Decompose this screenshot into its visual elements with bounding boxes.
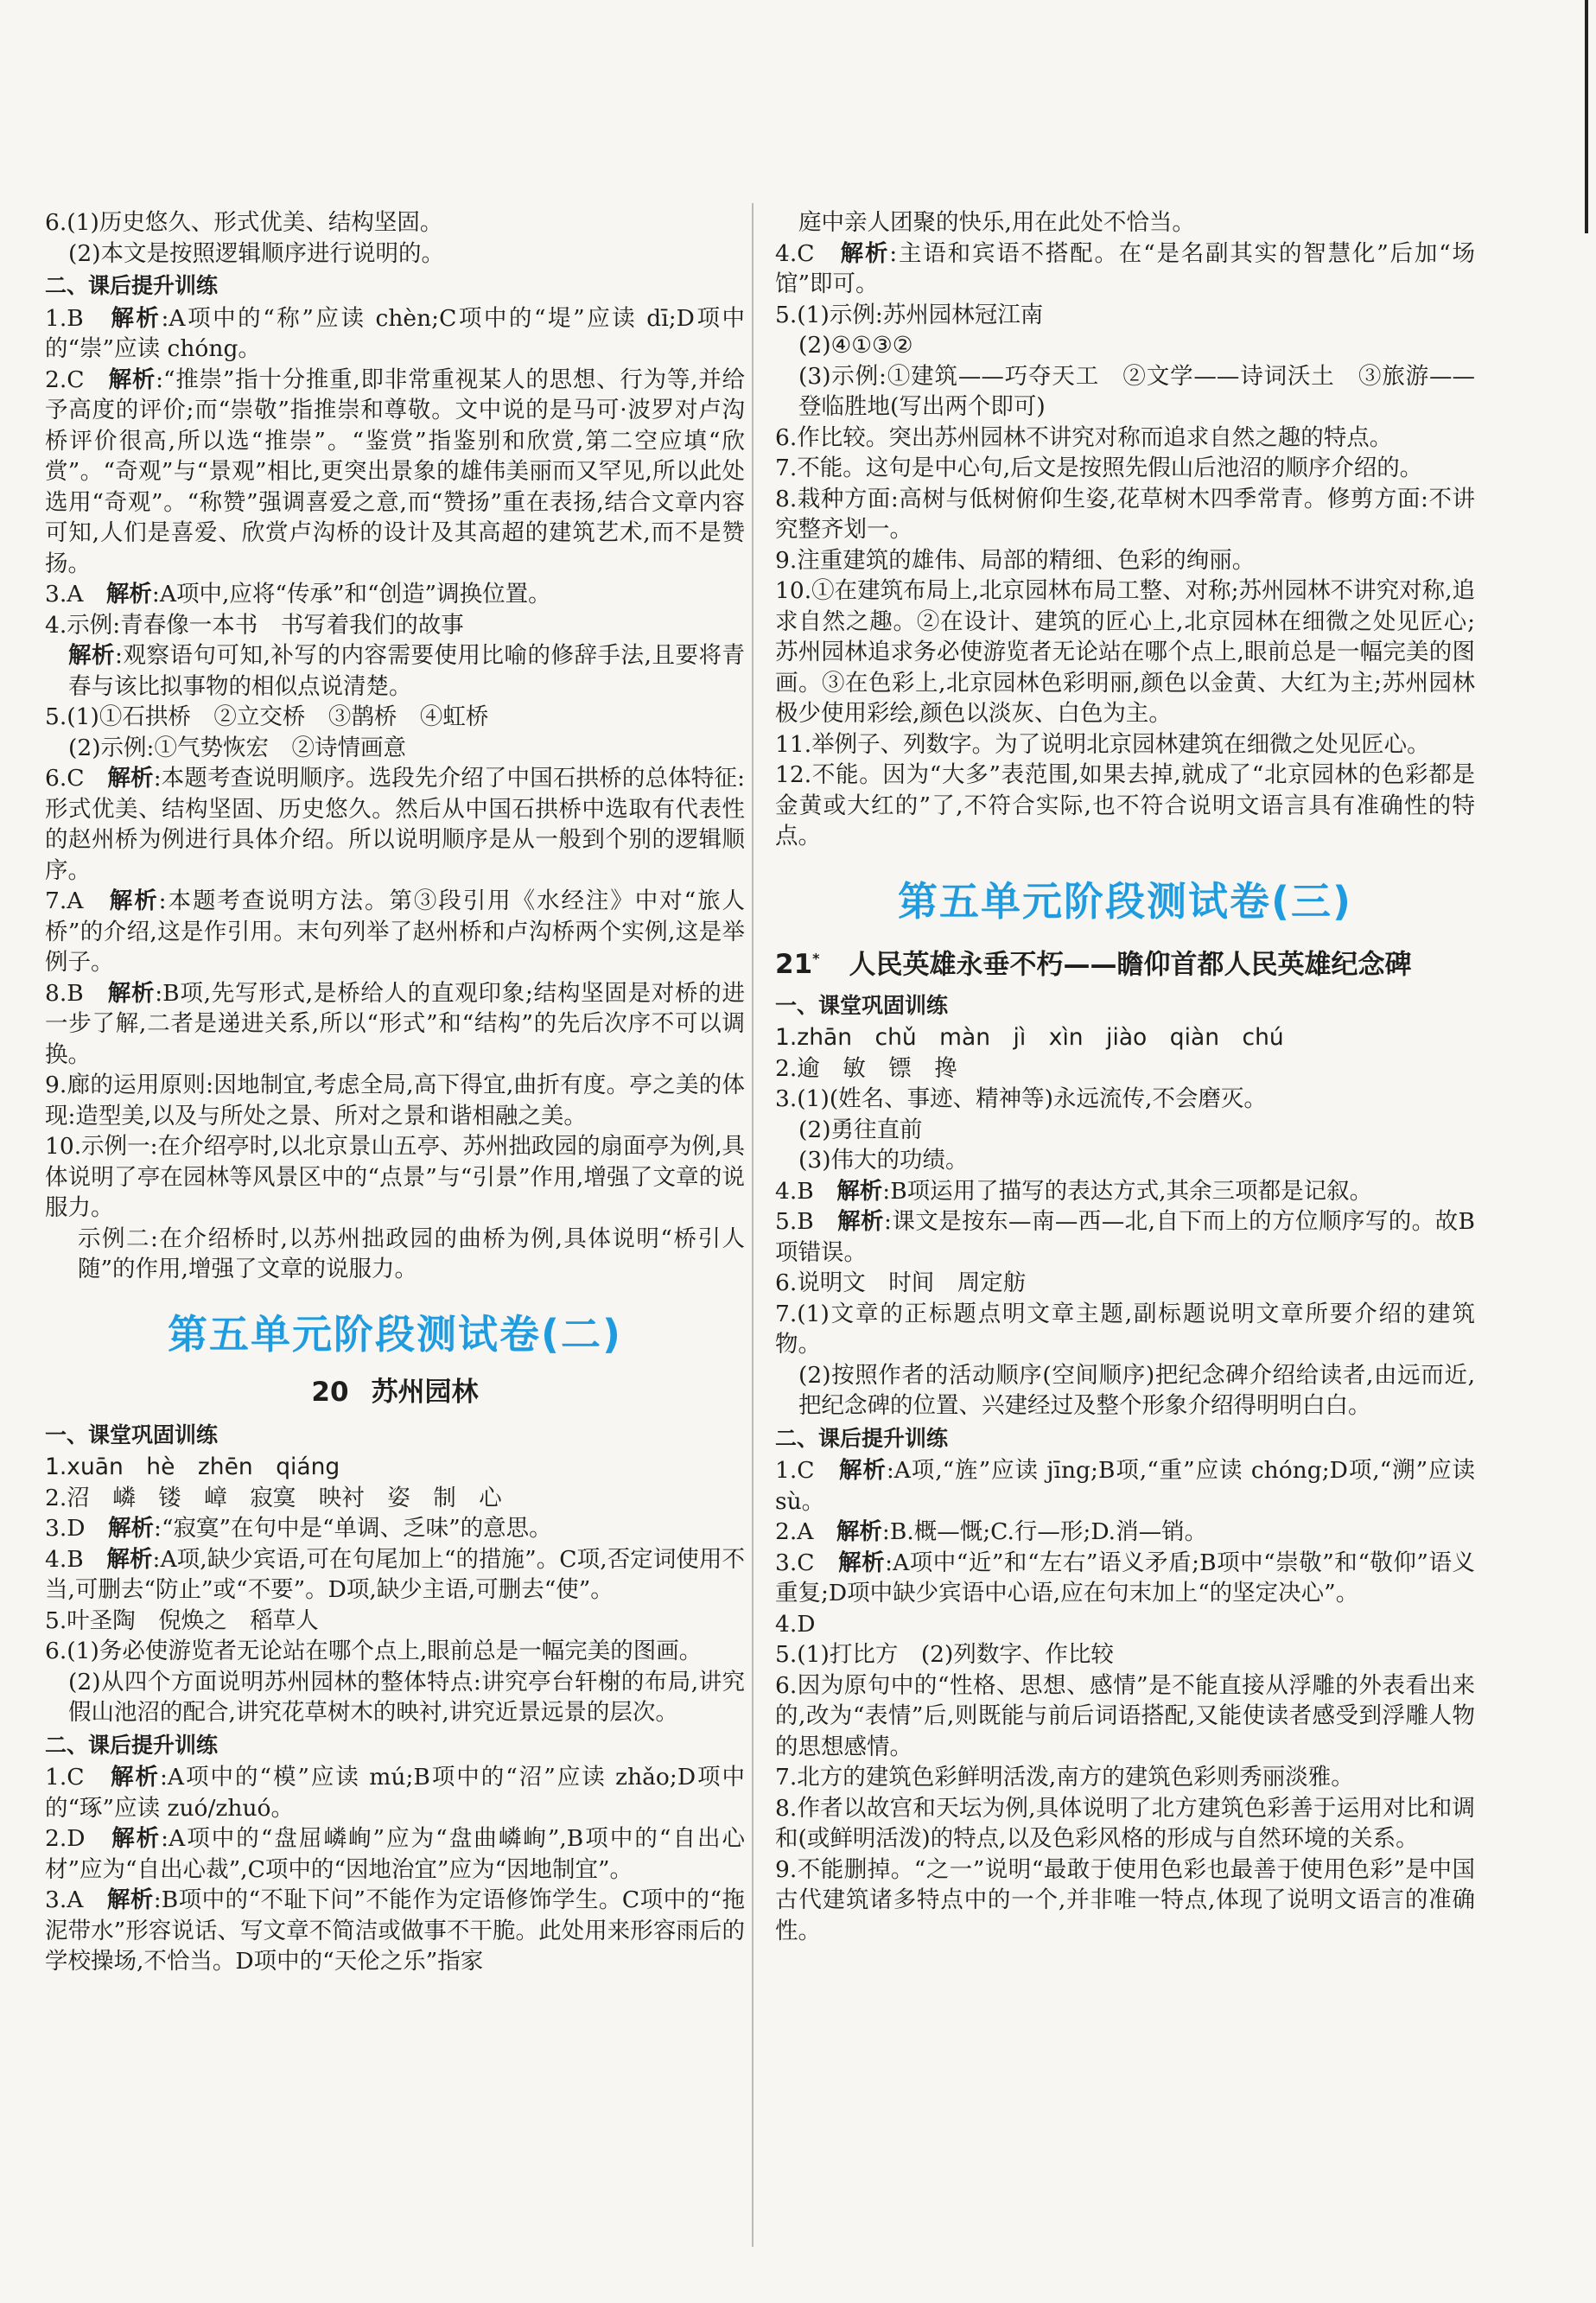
answer-item: 9.廊的运用原则:因地制宜,考虑全局,高下得宜,曲折有度。亭之美的体现:造型美,以及与所处之景、所对之景和谐相融之美。 [45,1072,745,1129]
answer-item: (2)本文是按照逻辑顺序进行说明的。 [68,239,445,267]
analysis-text: :A项,“旌”应读 jīng;B项,“重”应读 chóng;D项,“溯”应读 sù。 [775,1457,1476,1515]
answer-item: 6.作比较。突出苏州园林不讲究对称而追求自然之趣的特点。 [775,423,1393,451]
unit-test-title: 第五单元阶段测试卷(三) [897,877,1353,925]
analysis-text: :“推崇”指十分推重,即非常重视某人的思想、行为等,并给予高度的评价;而“崇敬”指推崇和尊敬。文中说的是马可·波罗对卢沟桥评价很高,所以选“推崇”。“鉴赏”指鉴别和欣赏,第二空应填“欣赏”。“奇观”与“景观”相比,更突出景象的雄伟美丽而又罕见,所以此处选用“奇观”。“称赞”强调喜爱之意,而“赞扬”重在表扬,结合文章内容可知,人们是喜爱、欣赏卢沟桥的设计及其高超的建筑艺术,而不是赞扬。 [45,366,746,577]
analysis-text: :A项中“近”和“左右”语义矛盾;B项中“崇敬”和“敬仰”语义重复;D项中缺少宾语中心语,应在句末加上“的坚定决心”。 [775,1549,1476,1607]
answer-item: 示例二:在介绍桥时,以苏州拙政园的曲桥为例,具体说明“桥引人随”的作用,增强了文章的说服力。 [78,1225,745,1282]
answer-choice: 2.C [45,366,109,393]
answer-item [45,1823,745,1885]
answer-item: 5.(1)打比方 (2)列数字、作比较 [775,1641,1114,1669]
answer-choice: 3.C [775,1549,839,1576]
analysis-label: 解析 [838,1457,887,1485]
answer-item: 5.叶圣陶 倪焕之 稻草人 [45,1606,319,1634]
lesson-number: 20 [311,1376,349,1408]
answer-item: 10.①在建筑布局上,北京园林布局工整、对称;苏州园林不讲究对称,追求自然之趣。②在设计、建筑的匠心上,北京园林在细微之处见匠心;苏州园林追求务必使游览者无论站在哪个点上,眼前总是一幅完美的图画。③在色彩上,北京园林色彩明丽,颜色以金黄、大红为主;苏州园林极少使用彩绘,颜色以淡灰、白色为主。 [775,577,1475,727]
answer-choice: 6.C [45,765,108,792]
section-heading: 一、课堂巩固训练 [775,992,949,1018]
lesson-number [775,949,820,980]
answer-item [45,579,745,610]
analysis-label: 解析 [111,1825,162,1852]
answer-item: 3.(1)(姓名、事迹、精神等)永远流传,不会磨灭。 [775,1085,1267,1113]
answer-choice: 2.D [45,1825,112,1852]
answer-item [775,1455,1475,1517]
answer-item: 12.不能。因为“大多”表范围,如果去掉,就成了“北京园林的色彩都是金黄或大红的”了,不符合实际,也不符合说明文语言具有准确性的特点。 [775,761,1475,849]
analysis-text: :B项运用了描写的表达方式,其余三项都是记叙。 [882,1177,1373,1205]
answer-item: 7.(1)文章的正标题点明文章主题,副标题说明文章所要介绍的建筑物。 [775,1300,1475,1358]
answer-choice: 7.A [45,887,110,914]
section-heading: 二、课后提升训练 [45,273,219,298]
answer-choice: 2.A [775,1518,836,1546]
answer-item: 6.(1)务必使游览者无论站在哪个点上,眼前总是一幅完美的图画。 [45,1638,703,1664]
analysis-text: :A项中的“模”应读 mú;B项中的“沼”应读 zhǎo;D项中的“琢”应读 zuó/zhuó。 [45,1764,746,1822]
answer-item: 2.逾 敏 镖 搀 [775,1054,957,1082]
answer-item: (3)伟大的功绩。 [798,1147,969,1174]
answer-item: 2.沼 嶙 镂 嶂 寂寞 映衬 姿 制 心 [45,1484,502,1511]
answer-item: 4.示例:青春像一本书 书写着我们的故事 [45,611,464,639]
answer-choice: 1.B [45,304,111,332]
answer-choice: 3.A [45,1886,107,1913]
answer-item: (2)从四个方面说明苏州园林的整体特点:讲究亭台轩榭的布局,讲究假山池沼的配合,讲究花草树木的映衬,讲究近景远景的层次。 [68,1668,745,1726]
analysis-label: 解析 [109,887,159,914]
answer-item: 7.北方的建筑色彩鲜明活泼,南方的建筑色彩则秀丽淡雅。 [775,1764,1354,1791]
right-column [775,207,1475,1946]
analysis-label: 解析 [111,304,162,332]
analysis-text: :B.概—慨;C.行—形;D.消—销。 [881,1518,1208,1546]
answer-choice: 4.B [45,1545,107,1573]
section-heading: 一、课堂巩固训练 [45,1422,219,1447]
lesson-name: 人民英雄永垂不朽——瞻仰首都人民英雄纪念碑 [849,948,1412,980]
answer-item: (2)按照作者的活动顺序(空间顺序)把纪念碑介绍给读者,由远而近,把纪念碑的位置、兴建经过及整个形象介绍得明明白白。 [798,1361,1475,1420]
answer-item [775,1206,1475,1268]
analysis-label: 解析 [838,1549,886,1576]
answer-item [775,1176,1475,1207]
unit-test-title: 第五单元阶段测试卷(二) [167,1310,623,1358]
answer-item [45,1885,745,1977]
answer-choice: 3.D [45,1515,109,1542]
lesson-title [45,1373,745,1411]
answer-choice: 8.B [45,979,108,1007]
analysis-text: :A项中,应将“传承”和“创造”调换位置。 [151,581,551,608]
analysis-text: :“寂寞”在句中是“单调、乏味”的意思。 [154,1515,552,1542]
answer-item [45,1513,745,1544]
analysis-label: 解析 [107,765,154,792]
answer-item: 11.举例子、列数字。为了说明北京园林建筑在细微之处见匠心。 [775,730,1430,758]
left-column [45,207,745,1977]
answer-item: 9.不能删掉。“之一”说明“最敢于使用色彩也最善于使用色彩”是中国古代建筑诸多特点中的一个,并非唯一特点,体现了说明文语言的准确性。 [775,1855,1475,1944]
answer-item [45,1762,745,1823]
lesson-title [775,940,1475,983]
analysis-text: :主语和宾语不搭配。在“是名副其实的智慧化”后加“场馆”即可。 [775,239,1476,297]
answer-item: 6.(1)历史悠久、形式优美、结构坚固。 [45,209,443,236]
answer-item: (2)勇往直前 [798,1116,923,1143]
answer-item [45,1544,745,1606]
lesson-name: 苏州园林 [371,1376,479,1408]
analysis-text: :A项,缺少宾语,可在句尾加上“的措施”。C项,否定词使用不当,可删去“防止”或“不要”。D项,缺少主语,可删去“使”。 [45,1545,746,1603]
analysis-text: :A项中的“盘屈嶙峋”应为“盘曲嶙峋”,B项中的“自出心材”应为“自出心裁”,C项中的“因地治宜”应为“因地制宜”。 [45,1825,746,1883]
analysis-text: :B项,先写形式,是桥给人的直观印象;结构坚固是对桥的进一步了解,二者是递进关系,所以“形式”和“结构”的先后次序不可以调换。 [45,979,746,1068]
answer-item: 庭中亲人团聚的快乐,用在此处不恰当。 [798,209,1195,236]
column-divider [752,203,753,2247]
analysis-label: 解析 [108,1515,155,1542]
answer-item [45,978,745,1071]
analysis-text: :观察语句可知,补写的内容需要使用比喻的修辞手法,且要将青春与该比拟事物的相似点说清楚。 [68,642,745,700]
analysis-text: :课文是按东—南—西—北,自下而上的方位顺序写的。故B项错误。 [775,1208,1476,1266]
analysis-text: :B项中的“不耻下问”不能作为定语修饰学生。C项中的“拖泥带水”形容说话、写文章不简洁或做事不干脆。此处用来形容雨后的学校操场,不恰当。D项中的“天伦之乐”指家 [45,1886,746,1975]
answer-item [45,365,745,580]
lesson-star-mark: * [812,950,820,967]
answer-item: 10.示例一:在介绍亭时,以北京景山五亭、苏州拙政园的扇面亭为例,具体说明了亭在园林等风景区中的“点景”与“引景”作用,增强了文章的说服力。 [45,1133,745,1221]
answer-choice: 3.A [45,581,106,608]
analysis-label: 解析 [108,366,156,393]
answer-item: 9.注重建筑的雄伟、局部的精细、色彩的绚丽。 [775,546,1256,574]
answer-item: 8.作者以故宫和天坛为例,具体说明了北方建筑色彩善于运用对比和调和(或鲜明活泼)的特点,以及色彩风格的形成与自然环境的关系。 [775,1794,1475,1853]
answer-item [775,1548,1475,1609]
answer-item: 6.因为原句中的“性格、思想、感情”是不能直接从浮雕的外表看出来的,改为“表情”后,则既能与前后词语搭配,又能使读者感受到浮雕人物的思想感情。 [775,1671,1475,1760]
analysis-label: 解析 [106,1886,154,1913]
analysis-label: 解析 [837,1208,884,1236]
analysis-label: 解析 [836,1177,883,1205]
answer-item: 8.栽种方面:高树与低树俯仰生姿,花草树木四季常青。修剪方面:不讲究整齐划一。 [775,485,1475,543]
answer-choice: 4.B [775,1177,837,1205]
analysis-label: 解析 [105,581,152,608]
answer-choice: 1.C [775,1457,839,1485]
answer-item [45,640,745,702]
answer-item: 6.说明文 时间 周定舫 [775,1269,1027,1297]
answer-item [45,763,745,886]
section-heading: 二、课后提升训练 [45,1732,219,1758]
analysis-label: 解析 [111,1764,160,1791]
answer-item: 5.(1)①石拱桥 ②立交桥 ③鹊桥 ④虹桥 [45,703,489,730]
answer-item: (2)④①③② [798,332,913,359]
analysis-label: 解析 [106,1545,153,1573]
answer-item: 5.(1)示例:苏州园林冠江南 [775,301,1044,328]
analysis-label: 解析 [107,979,156,1007]
lesson-number-value: 21 [775,948,813,980]
answer-item: 1.xuān hè zhēn qiáng [45,1454,340,1480]
answer-item: (2)示例:①气势恢宏 ②诗情画意 [68,734,406,761]
answer-choice: 5.B [775,1208,838,1236]
answer-item [45,886,745,978]
answer-item: 1.zhān chǔ màn jì xìn jiào qiàn chú [775,1024,1284,1052]
answer-item [775,1517,1475,1548]
answer-item [45,303,745,365]
analysis-label: 解析 [840,239,890,267]
answer-item [775,239,1475,300]
analysis-text: :A项中的“称”应读 chèn;C项中的“堤”应读 dī;D项中的“崇”应读 chóng。 [45,304,745,362]
scan-edge-mark [1585,0,1588,233]
answer-choice: 4.C [775,239,841,267]
answer-item: 4.D [775,1610,816,1638]
analysis-text: :本题考查说明方法。第③段引用《水经注》中对“旅人桥”的介绍,这是作引用。末句列举了赵州桥和卢沟桥两个实例,这是举例子。 [45,887,746,976]
analysis-label: 解析 [836,1518,882,1546]
analysis-text: :本题考查说明顺序。选段先介绍了中国石拱桥的总体特征:形式优美、结构坚固、历史悠久。然后从中国石拱桥中选取有代表性的赵州桥为例进行具体介绍。所以说明顺序是从一般到个别的逻辑顺序。 [45,765,746,884]
analysis-label: 解析 [68,642,116,669]
answer-choice: 1.C [45,1764,111,1791]
section-heading: 二、课后提升训练 [775,1425,949,1451]
answer-item: 7.不能。这句是中心句,后文是按照先假山后池沼的顺序介绍的。 [775,455,1423,481]
answer-item: (3)示例:①建筑——巧夺天工 ②文学——诗词沃土 ③旅游——登临胜地(写出两个即可) [798,362,1475,420]
